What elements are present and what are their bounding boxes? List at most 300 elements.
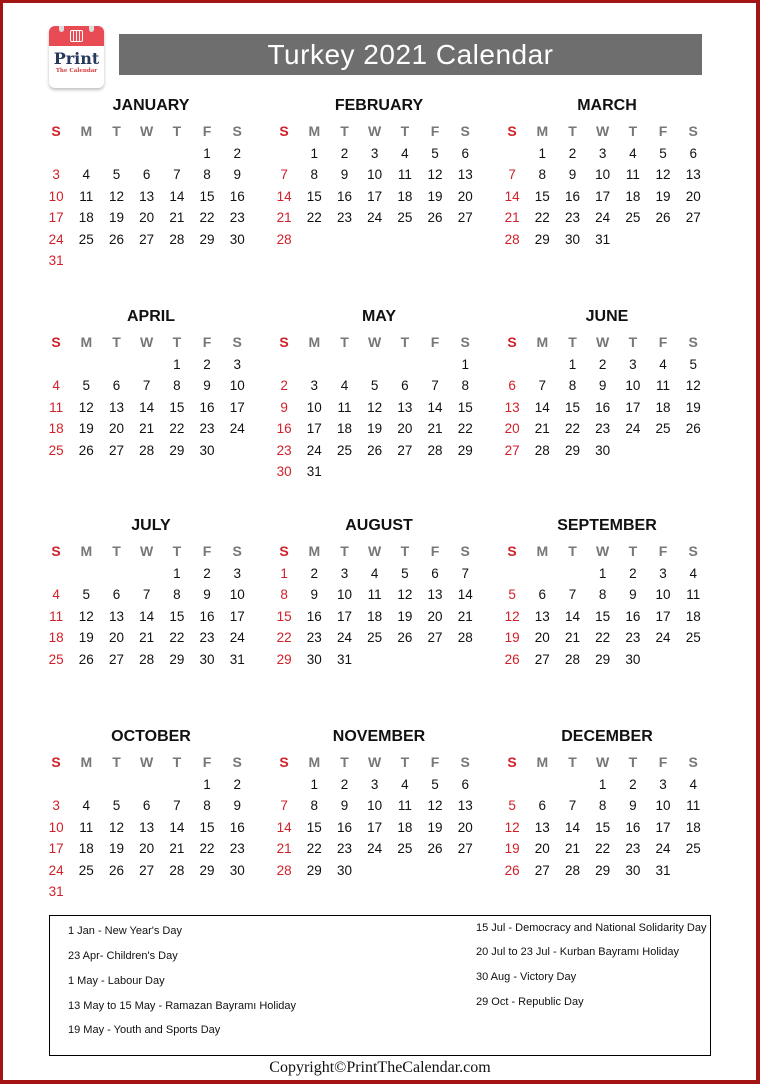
day-cell: 1 [461, 356, 469, 372]
day-cell: 2 [280, 378, 288, 393]
weekday-header: T [112, 334, 121, 350]
weekday-header: T [628, 334, 638, 350]
empty-cell [420, 461, 450, 483]
week-row [41, 649, 252, 671]
empty-cell [527, 354, 557, 376]
weekday-header: W [140, 543, 154, 559]
day-cell: 22 [169, 630, 185, 645]
day-cell: 14 [504, 188, 520, 204]
weekday-header: T [400, 543, 410, 559]
day-cell: 15 [457, 399, 473, 415]
day-cell: 20 [457, 188, 473, 204]
day-cell: 18 [397, 819, 413, 835]
day-cell: 21 [139, 421, 155, 436]
day-cell: 3 [370, 776, 379, 792]
day-cell: 7 [431, 378, 439, 393]
day-cell: 21 [169, 210, 185, 225]
month-grid [497, 752, 708, 881]
day-cell: 22 [457, 421, 473, 436]
week-row [41, 795, 252, 817]
day-cell: 26 [504, 862, 520, 878]
day-cell: 15 [199, 188, 215, 204]
week-row [41, 440, 252, 462]
week-row [269, 207, 480, 229]
holiday-item: 1 May - Labour Day [68, 975, 165, 987]
day-cell: 7 [568, 587, 577, 602]
day-cell: 26 [685, 421, 701, 436]
day-cell: 31 [336, 651, 352, 667]
weekday-header: T [568, 123, 577, 139]
day-cell: 24 [306, 442, 322, 458]
empty-cell [390, 860, 420, 882]
empty-cell [648, 440, 678, 462]
empty-cell [101, 563, 131, 585]
day-cell: 16 [199, 608, 215, 624]
day-cell: 15 [564, 399, 580, 415]
day-cell: 10 [625, 378, 641, 393]
week-row [497, 207, 708, 229]
week-row [269, 584, 480, 606]
empty-cell [41, 354, 71, 376]
day-cell: 16 [336, 188, 352, 204]
day-cell: 30 [229, 862, 245, 878]
day-cell: 2 [598, 356, 607, 372]
day-cell: 29 [276, 651, 292, 667]
day-cell: 22 [276, 630, 292, 645]
day-cell: 11 [397, 167, 412, 182]
empty-cell [618, 440, 648, 462]
empty-cell [132, 250, 162, 272]
day-cell: 31 [595, 231, 611, 247]
day-cell: 5 [82, 587, 91, 602]
weekday-header: T [400, 123, 410, 139]
month-name: MARCH [577, 97, 637, 114]
weekday-header: F [430, 754, 440, 770]
day-cell: 15 [595, 819, 611, 835]
weekday-header: S [232, 543, 242, 559]
day-cell: 28 [564, 862, 580, 878]
weekday-header: F [658, 543, 668, 559]
day-cell: 19 [108, 841, 124, 856]
day-cell: 26 [427, 841, 443, 856]
day-cell: 8 [173, 587, 181, 602]
week-row [269, 397, 480, 419]
day-cell: 6 [508, 378, 516, 393]
day-cell: 18 [685, 608, 701, 624]
week-row [497, 817, 708, 839]
day-cell: 6 [461, 145, 469, 161]
day-cell: 22 [169, 421, 185, 436]
holiday-item: 20 Jul to 23 Jul - Kurban Bayramı Holiday [476, 946, 679, 958]
day-cell: 21 [564, 630, 580, 645]
week-row [269, 860, 480, 882]
week-row [41, 606, 252, 628]
day-cell: 4 [370, 565, 379, 581]
day-cell: 23 [306, 630, 322, 645]
week-row [497, 143, 708, 165]
day-cell: 23 [625, 841, 641, 856]
day-cell: 18 [78, 210, 94, 225]
logo-calendar-header [49, 26, 104, 46]
week-row [269, 461, 480, 483]
weekday-header: W [368, 334, 382, 350]
day-cell: 27 [534, 651, 550, 667]
weekday-header: S [688, 543, 698, 559]
day-cell: 25 [685, 841, 701, 856]
day-cell: 12 [78, 608, 94, 624]
day-cell: 13 [534, 608, 550, 624]
empty-cell [360, 229, 390, 251]
day-cell: 1 [203, 776, 211, 792]
weekday-header: M [308, 123, 321, 139]
empty-cell [101, 250, 131, 272]
day-cell: 8 [461, 378, 469, 393]
day-cell: 16 [595, 399, 611, 415]
day-cell: 24 [367, 210, 383, 225]
day-cell: 24 [625, 421, 641, 436]
weekday-header-row [41, 752, 252, 774]
weekday-header: T [400, 334, 410, 350]
day-cell: 24 [595, 210, 611, 225]
weekday-header: T [400, 754, 410, 770]
empty-cell [618, 229, 648, 251]
weekday-header: W [368, 543, 382, 559]
day-cell: 5 [82, 378, 91, 393]
weekday-header: M [308, 334, 321, 350]
day-cell: 10 [367, 798, 383, 813]
day-cell: 5 [689, 356, 697, 372]
empty-cell [497, 354, 527, 376]
day-cell: 6 [142, 167, 151, 182]
empty-cell [192, 881, 222, 903]
weekday-header: M [80, 123, 93, 139]
day-cell: 20 [685, 188, 701, 204]
day-cell: 21 [276, 841, 292, 856]
day-cell: 11 [367, 587, 382, 602]
day-cell: 31 [48, 253, 64, 268]
week-row [269, 817, 480, 839]
day-cell: 7 [142, 587, 151, 602]
day-cell: 12 [78, 399, 94, 415]
empty-cell [71, 354, 101, 376]
empty-cell [390, 461, 420, 483]
day-cell: 7 [568, 798, 577, 813]
day-cell: 19 [427, 819, 443, 835]
month-name: JULY [131, 517, 171, 534]
empty-cell [71, 250, 101, 272]
weekday-header: T [340, 543, 349, 559]
day-cell: 16 [229, 188, 245, 204]
day-cell: 21 [564, 841, 580, 856]
day-cell: 22 [564, 421, 580, 436]
day-cell: 29 [306, 862, 322, 878]
day-cell: 11 [625, 167, 640, 182]
day-cell: 22 [595, 630, 611, 645]
day-cell: 26 [78, 442, 94, 458]
day-cell: 15 [595, 608, 611, 624]
day-cell: 21 [427, 421, 443, 436]
day-cell: 6 [538, 587, 547, 602]
weekday-header: S [460, 123, 470, 139]
week-row [497, 649, 708, 671]
empty-cell [360, 649, 390, 671]
day-cell: 14 [139, 399, 155, 415]
week-row [269, 186, 480, 208]
week-row [41, 354, 252, 376]
day-cell: 12 [504, 819, 520, 835]
empty-cell [41, 563, 71, 585]
day-cell: 22 [199, 841, 215, 856]
day-cell: 8 [568, 378, 577, 393]
day-cell: 15 [306, 819, 322, 835]
day-cell: 19 [78, 421, 94, 436]
day-cell: 12 [427, 167, 443, 182]
week-row [41, 229, 252, 251]
day-cell: 12 [397, 587, 413, 602]
day-cell: 22 [199, 210, 215, 225]
day-cell: 10 [367, 167, 383, 182]
empty-cell [527, 774, 557, 796]
day-cell: 27 [139, 862, 155, 878]
day-cell: 20 [139, 841, 155, 856]
day-cell: 6 [689, 145, 697, 161]
empty-cell [557, 774, 587, 796]
day-cell: 11 [79, 188, 94, 204]
holiday-item: 15 Jul - Democracy and National Solidarity Day [476, 922, 707, 934]
week-row [497, 440, 708, 462]
day-cell: 9 [233, 167, 241, 182]
month-name: MAY [361, 308, 397, 325]
day-cell: 21 [534, 421, 550, 436]
day-cell: 28 [276, 231, 292, 247]
weekday-header: W [140, 123, 154, 139]
binder-ring-icon [59, 26, 64, 32]
weekday-header: S [460, 334, 470, 350]
weekday-header: F [202, 123, 212, 139]
day-cell: 5 [508, 587, 516, 602]
empty-cell [678, 860, 708, 882]
day-cell: 12 [655, 167, 671, 182]
day-cell: 29 [457, 442, 473, 458]
empty-cell [390, 649, 420, 671]
empty-cell [132, 881, 162, 903]
day-cell: 20 [457, 819, 473, 835]
day-cell: 15 [169, 608, 185, 624]
day-cell: 27 [685, 210, 701, 225]
day-cell: 18 [336, 421, 352, 436]
day-cell: 8 [310, 798, 319, 813]
empty-cell [132, 354, 162, 376]
day-cell: 22 [534, 210, 550, 225]
print-the-calendar-logo[interactable] [49, 26, 104, 88]
week-row [41, 881, 252, 903]
day-cell: 28 [427, 442, 443, 458]
week-row [41, 774, 252, 796]
day-cell: 7 [461, 565, 469, 581]
weekday-header: W [596, 123, 610, 139]
empty-cell [329, 461, 359, 483]
day-cell: 30 [199, 442, 215, 458]
day-cell: 3 [340, 565, 349, 581]
copyright-footer[interactable]: Copyright©PrintTheCalendar.com [269, 1059, 491, 1076]
day-cell: 17 [229, 608, 245, 624]
day-cell: 23 [595, 421, 611, 436]
day-cell: 13 [397, 399, 413, 415]
day-cell: 15 [306, 188, 322, 204]
week-row [497, 606, 708, 628]
day-cell: 1 [598, 776, 607, 792]
weekday-header: M [536, 543, 549, 559]
week-row [41, 143, 252, 165]
day-cell: 2 [629, 565, 637, 581]
day-cell: 18 [685, 819, 701, 835]
weekday-header: T [172, 123, 182, 139]
day-cell: 7 [280, 167, 288, 182]
empty-cell [299, 354, 329, 376]
day-cell: 20 [108, 421, 124, 436]
day-cell: 17 [595, 188, 611, 204]
day-cell: 25 [625, 210, 641, 225]
day-cell: 20 [139, 210, 155, 225]
month-grid [497, 541, 708, 670]
day-cell: 27 [427, 630, 443, 645]
day-cell: 3 [598, 145, 607, 161]
empty-cell [162, 143, 192, 165]
day-cell: 6 [112, 587, 121, 602]
day-cell: 17 [367, 188, 383, 204]
day-cell: 26 [504, 651, 520, 667]
day-cell: 13 [427, 587, 443, 602]
day-cell: 4 [401, 776, 409, 792]
day-cell: 28 [534, 442, 550, 458]
empty-cell [450, 461, 480, 483]
week-row [269, 375, 480, 397]
day-cell: 3 [629, 356, 637, 372]
day-cell: 7 [280, 798, 288, 813]
logo-subtext: The Calendar [55, 68, 98, 74]
weekday-header: F [430, 543, 440, 559]
day-cell: 5 [112, 167, 121, 182]
day-cell: 18 [397, 188, 413, 204]
week-row [269, 795, 480, 817]
logo-text: Print [53, 49, 100, 68]
day-cell: 29 [595, 862, 611, 878]
week-row [497, 397, 708, 419]
weekday-header-row [497, 752, 708, 774]
empty-cell [299, 229, 329, 251]
weekday-header: S [51, 334, 61, 350]
day-cell: 20 [397, 421, 413, 436]
page-title: Turkey 2021 Calendar [119, 34, 702, 75]
day-cell: 14 [564, 608, 580, 624]
day-cell: 1 [173, 565, 181, 581]
day-cell: 24 [336, 630, 352, 645]
week-row [41, 375, 252, 397]
day-cell: 15 [199, 819, 215, 835]
day-cell: 29 [595, 651, 611, 667]
day-cell: 25 [685, 630, 701, 645]
day-cell: 13 [685, 167, 701, 182]
day-cell: 22 [306, 210, 322, 225]
empty-cell [497, 143, 527, 165]
day-cell: 11 [337, 399, 352, 415]
day-cell: 5 [401, 565, 409, 581]
day-cell: 25 [655, 421, 671, 436]
weekday-header: S [688, 754, 698, 770]
day-cell: 2 [203, 565, 211, 581]
day-cell: 28 [276, 862, 292, 878]
day-cell: 24 [655, 841, 671, 856]
day-cell: 20 [108, 630, 124, 645]
week-row [269, 229, 480, 251]
day-cell: 24 [48, 231, 64, 247]
empty-cell [497, 563, 527, 585]
empty-cell [101, 354, 131, 376]
day-cell: 13 [504, 399, 520, 415]
week-row [41, 584, 252, 606]
weekday-header: S [507, 123, 517, 139]
month-grid [41, 332, 252, 461]
day-cell: 30 [625, 651, 641, 667]
week-row [497, 795, 708, 817]
day-cell: 17 [48, 210, 64, 225]
day-cell: 3 [370, 145, 379, 161]
empty-cell [192, 250, 222, 272]
day-cell: 31 [655, 862, 671, 878]
empty-cell [678, 229, 708, 251]
day-cell: 5 [431, 776, 439, 792]
day-cell: 13 [534, 819, 550, 835]
day-cell: 15 [276, 608, 292, 624]
day-cell: 8 [598, 587, 607, 602]
day-cell: 17 [48, 841, 64, 856]
weekday-header: M [536, 123, 549, 139]
day-cell: 19 [685, 399, 701, 415]
day-cell: 11 [656, 378, 671, 393]
day-cell: 8 [310, 167, 319, 182]
day-cell: 26 [367, 442, 383, 458]
day-cell: 30 [229, 231, 245, 247]
day-cell: 9 [310, 587, 319, 602]
month-grid [41, 121, 252, 272]
day-cell: 17 [367, 819, 383, 835]
day-cell: 14 [169, 188, 185, 204]
day-cell: 1 [203, 145, 211, 161]
weekday-header: T [568, 543, 577, 559]
weekday-header: F [202, 543, 212, 559]
day-cell: 2 [233, 776, 241, 792]
day-cell: 23 [199, 421, 215, 436]
holiday-item: 30 Aug - Victory Day [476, 971, 577, 983]
weekday-header: M [80, 754, 93, 770]
day-cell: 24 [655, 630, 671, 645]
weekday-header: F [658, 334, 668, 350]
day-cell: 14 [427, 399, 443, 415]
day-cell: 9 [340, 798, 349, 813]
day-cell: 20 [534, 841, 550, 856]
day-cell: 28 [504, 231, 520, 247]
day-cell: 7 [173, 167, 181, 182]
empty-cell [162, 774, 192, 796]
empty-cell [450, 649, 480, 671]
holiday-item: 19 May - Youth and Sports Day [68, 1024, 221, 1036]
weekday-header: W [596, 754, 610, 770]
day-cell: 27 [504, 442, 520, 458]
day-cell: 16 [625, 819, 641, 835]
holiday-item: 29 Oct - Republic Day [476, 996, 584, 1008]
day-cell: 17 [306, 421, 322, 436]
day-cell: 4 [82, 798, 91, 813]
